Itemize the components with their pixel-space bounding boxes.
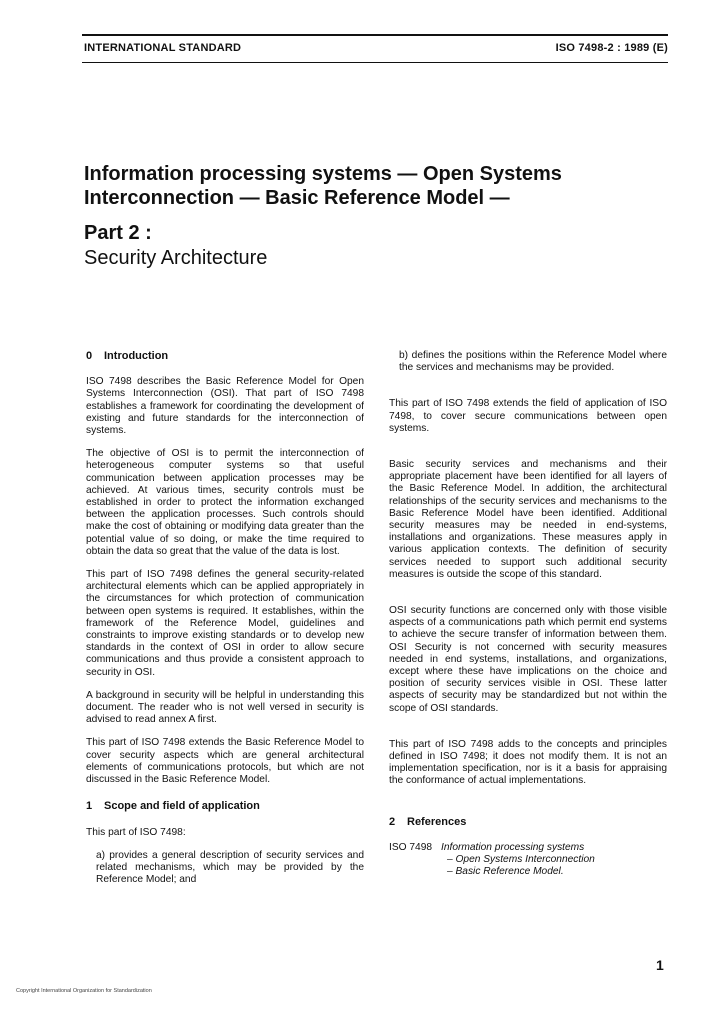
heading-number: 1	[86, 800, 93, 813]
heading-text: Scope and field of application	[104, 800, 260, 813]
title-line-2: Interconnection — Basic Reference Model —	[84, 187, 510, 209]
heading-number: 2	[389, 815, 396, 828]
intro-paragraph: This part of ISO 7498 extends the Basic Reference Model to cover security aspects which are general architectural elements of communications protocols, but which are not discussed in the Basic Reference Model.	[86, 737, 364, 786]
scope-heading	[86, 800, 364, 812]
copyright-notice: Copyright International Organization for Standardization	[16, 988, 152, 994]
scope-paragraph: OSI security functions are concerned only with those visible aspects of a communications path which permit end systems to achieve the secure transfer of information between them. OSI Security is not concerned with security measures needed in end systems, installations, and organizations, except where these have implications on the choice and position of security services visible in OSI. These latter aspects of security may be standardized but not within the scope of OSI standards.	[389, 605, 667, 714]
part-label: Part 2 :	[84, 222, 152, 244]
scope-intro: This part of ISO 7498:	[86, 826, 186, 838]
header-bottom-rule	[82, 62, 668, 63]
reference-entry	[389, 842, 667, 879]
introduction-heading	[86, 350, 364, 362]
part-subtitle: Security Architecture	[84, 247, 268, 269]
heading-text: References	[407, 815, 467, 828]
reference-title	[441, 842, 595, 879]
right-column	[389, 350, 667, 879]
document-type: INTERNATIONAL STANDARD	[84, 42, 242, 54]
page-number: 1	[656, 957, 664, 973]
intro-paragraph: This part of ISO 7498 defines the general security-related architectural elements which can be applied appropriately in the circumstances for which protection of communication between open systems is required. It establishes, within the framework of the Reference Model, guidelines and constraints to improve existing standards or to develop new standards in the context of OSI in order to allow secure communications and thus provide a consistent approach to security in OSI.	[86, 569, 364, 678]
intro-paragraph: The objective of OSI is to permit the interconnection of heterogeneous computer systems so that useful communication between application processes may be achieved. At various times, security controls must be established in order to protect the information exchanged between the application processes. Such controls should make the cost of obtaining or modifying data greater than the potential value of so doing, or make the time required to obtain the data so great that the value of the data is lost.	[86, 448, 364, 557]
reference-title-line: – Basic Reference Model.	[447, 866, 564, 878]
heading-number: 0	[86, 350, 93, 362]
left-column	[86, 350, 364, 897]
title-line-1: Information processing systems — Open Systems	[84, 163, 562, 185]
reference-code: ISO 7498	[389, 841, 433, 853]
header-top-rule	[82, 34, 668, 36]
scope-paragraph: Basic security services and mechanisms and their appropriate placement have been identified for all layers of the Basic Reference Model. In addition, the architectural relationships of the security services and mechanisms to the Basic Reference Model have been identified. Additional security measures may be needed in end-systems, installations and organizations. These measures apply in various application contexts. The definition of security services needed to support such additional security measures is outside the scope of this standard.	[389, 459, 667, 580]
intro-paragraph: A background in security will be helpful in understanding this document. The reader who is not well versed in security is advised to read annex A first.	[86, 689, 364, 726]
scope-paragraph: This part of ISO 7498 extends the field of application of ISO 7498, to cover secure communications between open systems.	[389, 398, 667, 434]
heading-text: Introduction	[104, 350, 169, 362]
scope-item-a: a) provides a general description of security services and related mechanisms, which may be provided by the Reference Model; and	[96, 849, 364, 886]
references-heading	[389, 816, 667, 828]
reference-title-line: – Open Systems Interconnection	[447, 854, 595, 866]
intro-paragraph: ISO 7498 describes the Basic Reference Model for Open Systems Interconnection (OSI). That part of ISO 7498 establishes a framework for coordinating the development of existing and future standards for the interconnection of systems.	[86, 376, 364, 437]
scope-paragraph: This part of ISO 7498 adds to the concepts and principles defined in ISO 7498; it does not modify them. It is not an implementation specification, nor is it a basis for appraising the conformance of actual implementations.	[389, 738, 667, 787]
reference-title-line: Information processing systems	[441, 841, 585, 853]
standard-number: ISO 7498-2 : 1989 (E)	[555, 42, 668, 54]
scope-item-b: b) defines the positions within the Reference Model where the services and mechanisms may be provided.	[399, 350, 667, 374]
